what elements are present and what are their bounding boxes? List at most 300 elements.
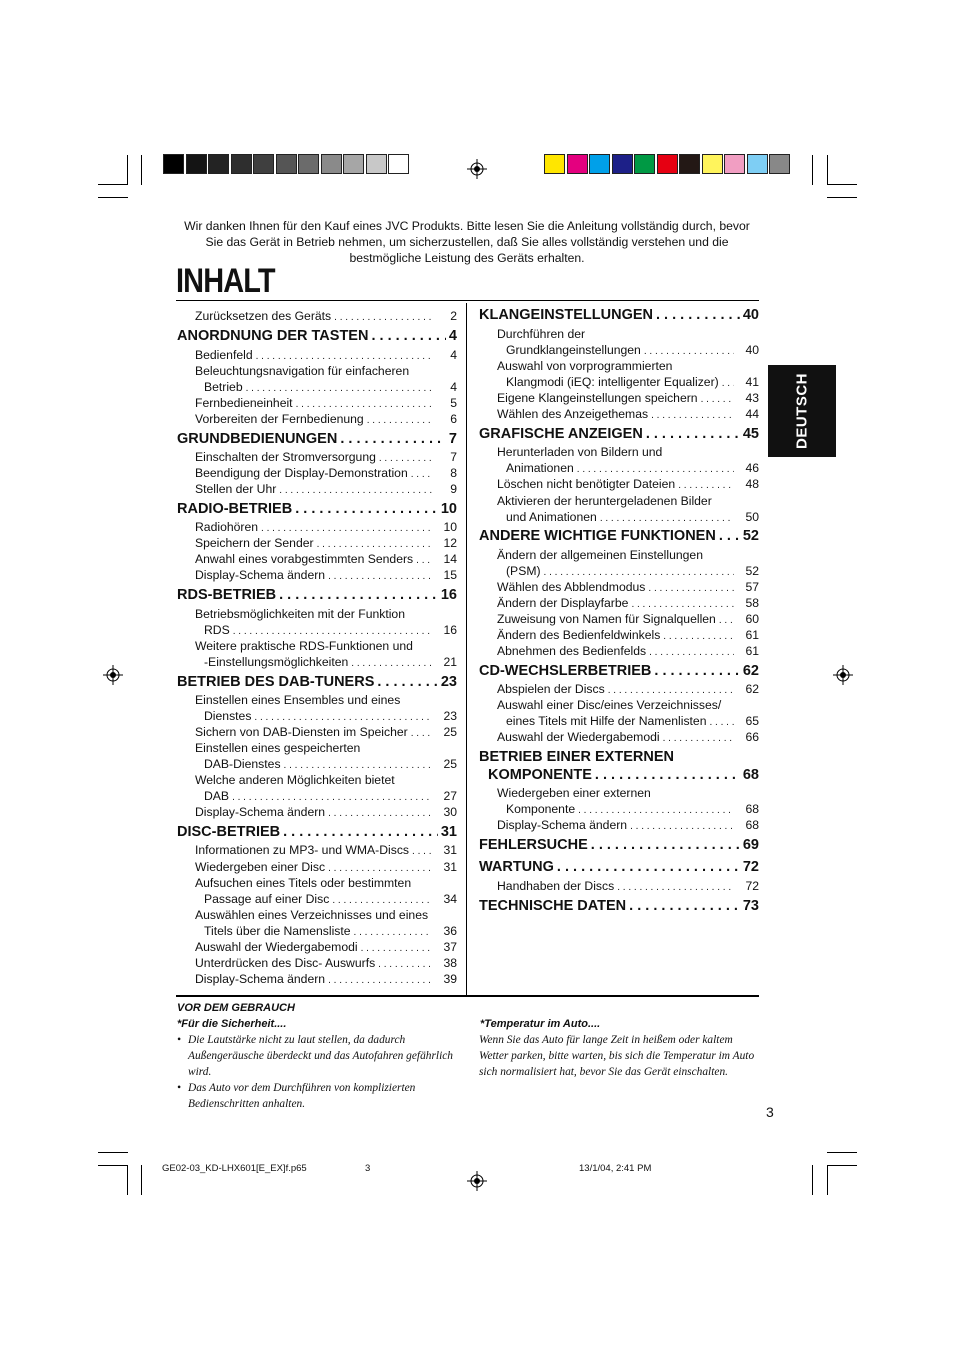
toc-page-number [435, 693, 457, 707]
toc-label: Anwahl eines vorabgestimmten Senders [195, 552, 414, 566]
toc-entry [497, 391, 759, 405]
toc-entry [506, 564, 759, 578]
toc-heading [479, 898, 759, 914]
toc-heading [479, 307, 759, 323]
color-swatch [589, 154, 610, 174]
dot-leader [646, 426, 740, 442]
toc-label: Beleuchtungsnavigation für einfacheren [195, 364, 410, 378]
toc-page-number: 36 [443, 924, 457, 938]
toc-page-number: 4 [448, 328, 457, 344]
toc-page-number: 44 [745, 407, 759, 421]
toc-page-number: 10 [440, 501, 457, 517]
toc-entry [195, 940, 457, 954]
dot-leader [328, 860, 432, 874]
dot-leader [663, 730, 734, 744]
toc-page-number: 4 [450, 380, 457, 394]
toc-entry [497, 786, 759, 800]
dot-leader [600, 510, 734, 524]
toc-page-number: 52 [742, 528, 759, 544]
toc-page-number: 31 [443, 860, 457, 874]
crop-mark [827, 197, 857, 198]
toc-entry [195, 450, 457, 464]
toc-entry [497, 494, 759, 508]
toc-entry [195, 876, 457, 890]
crop-mark [127, 1165, 128, 1195]
toc-entry [195, 536, 457, 550]
dot-leader [710, 714, 735, 728]
toc-page-number [435, 908, 457, 922]
toc-page-number [435, 741, 457, 755]
toc-page-number [737, 786, 759, 800]
toc-page-number: 60 [745, 612, 759, 626]
toc-entry [204, 789, 457, 803]
toc-page-number: 40 [742, 307, 759, 323]
toc-page-number: 61 [745, 628, 759, 642]
toc-entry [195, 843, 457, 857]
toc-page-number: 14 [443, 552, 457, 566]
toc-label: Ändern der allgemeinen Einstellungen [497, 548, 703, 562]
toc-entry [497, 698, 759, 712]
toc-label: Sichern von DAB-Diensten im Speicher [195, 725, 408, 739]
toc-entry [497, 359, 759, 373]
toc-label: CD-WECHSLERBETRIEB [479, 663, 652, 679]
toc-page-number: 62 [742, 663, 759, 679]
dot-leader [644, 343, 734, 357]
toc-entry [195, 693, 457, 707]
toc-label: Herunterladen von Bildern und [497, 445, 663, 459]
toc-label: Abspielen der Discs [497, 682, 605, 696]
toc-entry [497, 612, 759, 626]
color-swatch [186, 154, 207, 174]
dot-leader [648, 580, 734, 594]
dot-leader [663, 628, 734, 642]
intro-text: Wir danken Ihnen für den Kauf eines JVC Produkts. Bitte lesen Sie die Anleitung vollständig durch, bevor Sie das Gerät in Betrieb nehmen, um sicherzustellen, daß Sie alles vollständig verstehen und die bestmögliche Leistung des Geräts erhalten. [184, 219, 750, 265]
dot-leader [361, 940, 432, 954]
toc-page-number: 23 [443, 709, 457, 723]
registration-mark-icon [103, 665, 123, 685]
dot-leader [608, 682, 734, 696]
toc-label: Display-Schema ändern [195, 972, 326, 986]
temperature-text: Wenn Sie das Auto für lange Zeit in heißem oder kaltem Wetter parken, bitte warten, bis sich die Temperatur im Auto sich normalisiert hat, bevor Sie das Gerät einschalten. [479, 1034, 755, 1078]
toc-page-number: 16 [440, 587, 457, 603]
toc-page-number: 25 [443, 757, 457, 771]
toc-label: Betrieb [204, 380, 243, 394]
toc-label: Ändern der Displayfarbe [497, 596, 629, 610]
safety-title: *Für die Sicherheit.... [177, 1018, 287, 1030]
toc-page-number: 41 [745, 375, 759, 389]
toc-page-number: 57 [745, 580, 759, 594]
dot-leader [577, 461, 734, 475]
dot-leader [367, 412, 432, 426]
dot-leader [284, 757, 432, 771]
crop-mark [827, 1152, 857, 1153]
toc-page-number: 38 [443, 956, 457, 970]
toc-label: RDS-BETRIEB [177, 587, 277, 603]
dot-leader [654, 663, 739, 679]
safety-item: Die Lautstärke nicht zu laut stellen, da dadurch Außengeräusche überdeckt und das Autofahren gefährlich wird. [188, 1034, 453, 1078]
toc-heading [488, 767, 759, 783]
color-swatch [208, 154, 229, 174]
safety-bullet: • [177, 1034, 181, 1046]
toc-label: RADIO-BETRIEB [177, 501, 293, 517]
language-tab-label: DEUTSCH [793, 372, 811, 450]
toc-entry [204, 892, 457, 906]
dot-leader [656, 307, 740, 323]
toc-page-number: 25 [443, 725, 457, 739]
toc-page-number: 72 [745, 879, 759, 893]
toc-page-number [737, 548, 759, 562]
toc-page-number [435, 639, 457, 653]
toc-page-number: 6 [450, 412, 457, 426]
toc-entry [506, 714, 759, 728]
toc-page-number [737, 445, 759, 459]
dot-leader [283, 824, 438, 840]
dot-leader [651, 407, 734, 421]
dot-leader [317, 536, 432, 550]
dot-leader [295, 501, 438, 517]
toc-heading [177, 824, 457, 840]
toc-page-number [737, 327, 759, 341]
toc-entry [195, 412, 457, 426]
color-calibration-bar [544, 154, 792, 176]
toc-label: Auswahl der Wiedergabemodi [195, 940, 358, 954]
toc-label: Auswahl der Wiedergabemodi [497, 730, 660, 744]
toc-page-number: 68 [745, 818, 759, 832]
toc-label: Durchführen der [497, 327, 586, 341]
toc-entry [497, 644, 759, 658]
crop-mark [127, 155, 128, 185]
safety-bullet: • [177, 1082, 181, 1094]
toc-heading [177, 431, 457, 447]
color-swatch [769, 154, 790, 174]
toc-page-number: 15 [443, 568, 457, 582]
crop-mark [98, 184, 128, 185]
toc-entry [195, 552, 457, 566]
crop-mark [827, 184, 857, 185]
footer-page: 3 [365, 1163, 371, 1174]
toc-entry [195, 860, 457, 874]
toc-entry [195, 482, 457, 496]
toc-entry [506, 461, 759, 475]
crop-mark [812, 155, 813, 185]
toc-label: DAB-Dienstes [204, 757, 281, 771]
dot-leader [631, 596, 734, 610]
toc-page-number: 12 [443, 536, 457, 550]
toc-label: Wählen des Abblendmodus [497, 580, 646, 594]
footer-file: GE02-03_KD-LHX601[E_EX]f.p65 [162, 1163, 307, 1174]
toc-page-number: 58 [745, 596, 759, 610]
dot-leader [630, 818, 734, 832]
color-swatch [298, 154, 319, 174]
dot-leader [340, 431, 446, 447]
toc-label: ANDERE WICHTIGE FUNKTIONEN [479, 528, 716, 544]
toc-label: Beendigung der Display-Demonstration [195, 466, 408, 480]
toc-page-number: 31 [440, 824, 457, 840]
toc-heading [479, 749, 759, 765]
toc-heading [177, 501, 457, 517]
toc-label: Fernbedieneinheit [195, 396, 293, 410]
toc-entry [497, 682, 759, 696]
color-swatch [321, 154, 342, 174]
dot-leader [595, 767, 740, 783]
toc-label: Auswahl von vorprogrammierten [497, 359, 673, 373]
dot-leader [371, 328, 445, 344]
color-swatch [702, 154, 723, 174]
dot-leader [378, 956, 432, 970]
toc-label: Passage auf einer Disc [204, 892, 330, 906]
registration-mark-icon [467, 1171, 487, 1191]
toc-label: Eigene Klangeinstellungen speichern [497, 391, 698, 405]
toc-page-number: 65 [745, 714, 759, 728]
toc-page-number: 23 [440, 674, 457, 690]
toc-entry [195, 725, 457, 739]
toc-entry [204, 623, 457, 637]
toc-page-number: 7 [448, 431, 457, 447]
toc-page-number: 9 [450, 482, 457, 496]
toc-entry [195, 309, 457, 323]
toc-page-number: 66 [745, 730, 759, 744]
toc-label: Komponente [506, 802, 576, 816]
toc-entry [204, 709, 457, 723]
toc-page-number: 4 [450, 348, 457, 362]
toc-entry [506, 802, 759, 816]
toc-page-number [435, 607, 457, 621]
toc-entry [204, 757, 457, 771]
toc-label: Klangmodi (iEQ: intelligenter Equalizer) [506, 375, 719, 389]
toc-label: GRUNDBEDIENUNGEN [177, 431, 338, 447]
color-swatch [679, 154, 700, 174]
toc-label: KOMPONENTE [488, 767, 592, 783]
toc-label: Titels über die Namensliste [204, 924, 351, 938]
color-swatch [388, 154, 409, 174]
toc-label: Speichern der Sender [195, 536, 314, 550]
toc-page-number: 21 [443, 655, 457, 669]
toc-entry [497, 730, 759, 744]
toc-entry [506, 343, 759, 357]
toc-page-number: 72 [742, 859, 759, 875]
toc-label: Auswahl einer Disc/eines Verzeichnisses/ [497, 698, 722, 712]
toc-page-number: 50 [745, 510, 759, 524]
color-swatch [231, 154, 252, 174]
toc-label: und Animationen [506, 510, 597, 524]
dot-leader [328, 568, 432, 582]
toc-page-number: 73 [742, 898, 759, 914]
toc-page-number: 61 [745, 644, 759, 658]
dot-leader [354, 924, 432, 938]
toc-entry [195, 520, 457, 534]
toc-page-number [737, 698, 759, 712]
dot-leader [379, 450, 432, 464]
toc-page-number: 43 [745, 391, 759, 405]
toc-page-number: 34 [443, 892, 457, 906]
dot-leader [279, 587, 438, 603]
toc-label: eines Titels mit Hilfe der Namenlisten [506, 714, 707, 728]
color-swatch [634, 154, 655, 174]
color-swatch [343, 154, 364, 174]
toc-label: Wiedergeben einer Disc [195, 860, 326, 874]
dot-leader [334, 309, 432, 323]
toc-label: (PSM) [506, 564, 541, 578]
dot-leader [332, 892, 432, 906]
gray-calibration-bar [163, 154, 411, 176]
dot-leader [233, 623, 432, 637]
dot-leader [411, 466, 432, 480]
toc-label: Stellen der Uhr [195, 482, 277, 496]
crop-mark [827, 155, 828, 185]
toc-entry [506, 375, 759, 389]
toc-page-number: 39 [443, 972, 457, 986]
toc-heading [479, 859, 759, 875]
toc-label: Abnehmen des Bedienfelds [497, 644, 647, 658]
dot-leader [719, 528, 740, 544]
toc-label: Auswählen eines Verzeichnisses und eines [195, 908, 429, 922]
toc-page-number: 62 [745, 682, 759, 696]
toc-label: Betriebsmöglichkeiten mit der Funktion [195, 607, 405, 621]
toc-label: TECHNISCHE DATEN [479, 898, 627, 914]
toc-page-number: 7 [450, 450, 457, 464]
toc-entry [195, 956, 457, 970]
color-swatch [747, 154, 768, 174]
toc-label: GRAFISCHE ANZEIGEN [479, 426, 643, 442]
toc-label: Bedienfeld [195, 348, 253, 362]
toc-entry [497, 548, 759, 562]
toc-label: Ändern des Bedienfeldwinkels [497, 628, 661, 642]
dot-leader [254, 709, 432, 723]
color-swatch [567, 154, 588, 174]
toc-entry [195, 466, 457, 480]
toc-label: BETRIEB EINER EXTERNEN [479, 749, 674, 765]
toc-page-number [737, 494, 759, 508]
notes-section-title: VOR DEM GEBRAUCH [177, 1002, 295, 1014]
toc-page-number: 69 [742, 837, 759, 853]
toc-label: Radiohören [195, 520, 259, 534]
toc-heading [479, 663, 759, 679]
toc-entry [195, 972, 457, 986]
crop-mark [98, 1165, 128, 1166]
toc-page-number: 52 [745, 564, 759, 578]
dot-leader [279, 482, 432, 496]
toc-entry [195, 741, 457, 755]
dot-leader [351, 655, 432, 669]
toc-label: ANORDNUNG DER TASTEN [177, 328, 369, 344]
dot-leader [678, 477, 734, 491]
toc-entry [195, 568, 457, 582]
dot-leader [544, 564, 734, 578]
dot-leader [411, 725, 432, 739]
toc-label: BETRIEB DES DAB-TUNERS [177, 674, 375, 690]
toc-label: Welche anderen Möglichkeiten bietet [195, 773, 395, 787]
toc-entry [497, 596, 759, 610]
toc-entry [497, 879, 759, 893]
notes-rule [176, 995, 759, 997]
toc-label: Einstellen eines gespeicherten [195, 741, 361, 755]
toc-label: DAB [204, 789, 230, 803]
toc-label: Display-Schema ändern [497, 818, 628, 832]
toc-page-number: 68 [745, 802, 759, 816]
color-swatch [724, 154, 745, 174]
toc-entry [204, 655, 457, 669]
toc-entry [497, 327, 759, 341]
toc-label: Display-Schema ändern [195, 805, 326, 819]
color-swatch [657, 154, 678, 174]
toc-label: Dienstes [204, 709, 252, 723]
toc-label: Zuweisung von Namen für Signalquellen [497, 612, 716, 626]
crop-mark [827, 1165, 828, 1195]
toc-label: Zurücksetzen des Geräts [195, 309, 332, 323]
toc-entry [195, 805, 457, 819]
column-divider [466, 303, 467, 995]
toc-label: KLANGEINSTELLUNGEN [479, 307, 653, 323]
toc-label: Einschalten der Stromversorgung [195, 450, 376, 464]
toc-page-number: 8 [450, 466, 457, 480]
color-swatch [544, 154, 565, 174]
toc-page-number: 31 [443, 843, 457, 857]
toc-page-number: 68 [742, 767, 759, 783]
toc-entry [195, 348, 457, 362]
toc-label: Grundklangeinstellungen [506, 343, 641, 357]
toc-entry [497, 477, 759, 491]
color-swatch [253, 154, 274, 174]
toc-entry [195, 908, 457, 922]
dot-leader [412, 843, 432, 857]
dot-leader [296, 396, 432, 410]
dot-leader [328, 972, 432, 986]
toc-page-number: 10 [443, 520, 457, 534]
toc-label: RDS [204, 623, 230, 637]
toc-entry [204, 924, 457, 938]
page-number: 3 [766, 1104, 774, 1120]
toc-heading [177, 587, 457, 603]
toc-entry [506, 510, 759, 524]
page-title: INHALT [176, 262, 275, 300]
toc-entry [195, 607, 457, 621]
toc-heading [479, 426, 759, 442]
toc-entry [497, 445, 759, 459]
toc-page-number: 16 [443, 623, 457, 637]
temperature-title: *Temperatur im Auto.... [480, 1018, 601, 1030]
safety-item: Das Auto vor dem Durchführen von komplizierten Bedienschritten anhalten. [188, 1082, 416, 1110]
toc-label: Aktivieren der heruntergeladenen Bilder [497, 494, 712, 508]
toc-page-number: 48 [745, 477, 759, 491]
toc-page-number: 27 [443, 789, 457, 803]
dot-leader [719, 612, 734, 626]
dot-leader [377, 674, 437, 690]
registration-mark-icon [833, 665, 853, 685]
toc-page-number: 45 [742, 426, 759, 442]
registration-mark-icon [467, 159, 487, 179]
toc-label: Animationen [506, 461, 574, 475]
toc-entry [195, 364, 457, 378]
footer-date: 13/1/04, 2:41 PM [579, 1163, 652, 1174]
toc-heading [177, 674, 457, 690]
toc-label: Handhaben der Discs [497, 879, 615, 893]
toc-page-number: 46 [745, 461, 759, 475]
dot-leader [722, 375, 734, 389]
toc-page-number: 5 [450, 396, 457, 410]
dot-leader [232, 789, 432, 803]
dot-leader [261, 520, 432, 534]
dot-leader [256, 348, 432, 362]
toc-heading [479, 528, 759, 544]
crop-mark [827, 1165, 857, 1166]
toc-page-number [435, 876, 457, 890]
toc-page-number: 40 [745, 343, 759, 357]
toc-label: Vorbereiten der Fernbedienung [195, 412, 364, 426]
crop-mark [98, 1152, 128, 1153]
toc-label: Wiedergeben einer externen [497, 786, 651, 800]
toc-label: Informationen zu MP3- und WMA-Discs [195, 843, 410, 857]
dot-leader [328, 805, 432, 819]
